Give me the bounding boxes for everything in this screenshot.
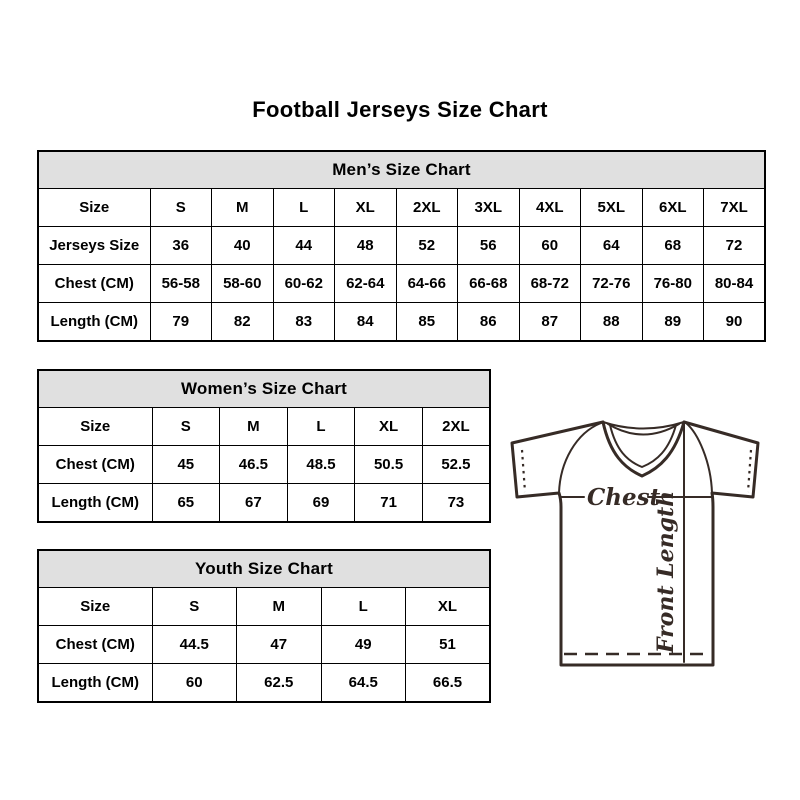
cell-value: 72-76 (581, 265, 643, 303)
cell-value: 82 (212, 303, 274, 342)
cell-value: 69 (287, 484, 355, 523)
cell-value: 66.5 (406, 664, 491, 703)
jersey-right-sleeve-seam (686, 423, 712, 493)
cell-value: 72 (704, 227, 766, 265)
cell-value: 6XL (642, 189, 704, 227)
jersey-left-sleeve-seam (559, 423, 601, 493)
cell-value: 56 (458, 227, 520, 265)
cell-value: 51 (406, 626, 491, 664)
cell-value: 40 (212, 227, 274, 265)
cell-value: XL (335, 189, 397, 227)
cell-value: XL (406, 588, 491, 626)
cell-value: 52.5 (422, 446, 490, 484)
cell-value: 65 (152, 484, 220, 523)
men-table-row (38, 189, 765, 227)
row-label: Length (CM) (38, 664, 152, 703)
cell-value: 76-80 (642, 265, 704, 303)
cell-value: 5XL (581, 189, 643, 227)
cell-value: 84 (335, 303, 397, 342)
page-title: Football Jerseys Size Chart (252, 97, 548, 122)
front-length-label: Front Length (653, 490, 679, 654)
cell-value: 44 (273, 227, 335, 265)
cell-value: 60-62 (273, 265, 335, 303)
cell-value: 64 (581, 227, 643, 265)
row-label: Chest (CM) (38, 265, 150, 303)
jersey-left-cuff-dotted-line (522, 450, 525, 492)
women-table-row (38, 484, 490, 523)
row-label: Size (38, 189, 150, 227)
row-label: Chest (CM) (38, 446, 152, 484)
cell-value: 68-72 (519, 265, 581, 303)
cell-value: 58-60 (212, 265, 274, 303)
cell-value: 66-68 (458, 265, 520, 303)
cell-value: 48.5 (287, 446, 355, 484)
cell-value: 2XL (422, 408, 490, 446)
row-label: Length (CM) (38, 484, 152, 523)
cell-value: 85 (396, 303, 458, 342)
cell-value: M (220, 408, 288, 446)
youth-table-row (38, 626, 490, 664)
jersey-right-cuff-dotted-line (748, 450, 751, 492)
womens-size-chart-table (37, 369, 491, 523)
chest-label: Chest (587, 484, 661, 511)
men-table-row (38, 265, 765, 303)
cell-value: XL (355, 408, 423, 446)
cell-value: 52 (396, 227, 458, 265)
cell-value: M (212, 189, 274, 227)
cell-value: 7XL (704, 189, 766, 227)
cell-value: 3XL (458, 189, 520, 227)
cell-value: 62.5 (237, 664, 322, 703)
cell-value: 90 (704, 303, 766, 342)
row-label: Chest (CM) (38, 626, 152, 664)
jersey-vneck-outer (603, 422, 684, 476)
cell-value: 56-58 (150, 265, 212, 303)
cell-value: 73 (422, 484, 490, 523)
mens-size-chart-table (37, 150, 766, 342)
cell-value: 79 (150, 303, 212, 342)
youth-table-title: Youth Size Chart (38, 550, 490, 588)
cell-value: 86 (458, 303, 520, 342)
cell-value: 80-84 (704, 265, 766, 303)
jersey-outline (512, 422, 758, 665)
cell-value: L (321, 588, 406, 626)
row-label: Size (38, 588, 152, 626)
cell-value: L (287, 408, 355, 446)
cell-value: 48 (335, 227, 397, 265)
cell-value: 47 (237, 626, 322, 664)
men-table-title: Men’s Size Chart (38, 151, 765, 189)
cell-value: 49 (321, 626, 406, 664)
cell-value: 2XL (396, 189, 458, 227)
men-table-row (38, 227, 765, 265)
youth-table-row (38, 664, 490, 703)
cell-value: 83 (273, 303, 335, 342)
cell-value: 4XL (519, 189, 581, 227)
cell-value: 36 (150, 227, 212, 265)
men-table-row (38, 303, 765, 342)
cell-value: 88 (581, 303, 643, 342)
cell-value: S (152, 588, 237, 626)
row-label: Size (38, 408, 152, 446)
cell-value: 60 (152, 664, 237, 703)
cell-value: S (150, 189, 212, 227)
jersey-measurement-diagram (500, 412, 776, 674)
cell-value: 60 (519, 227, 581, 265)
row-label: Length (CM) (38, 303, 150, 342)
cell-value: 68 (642, 227, 704, 265)
cell-value: 50.5 (355, 446, 423, 484)
youth-size-chart-table (37, 549, 491, 703)
cell-value: 87 (519, 303, 581, 342)
cell-value: L (273, 189, 335, 227)
cell-value: 46.5 (220, 446, 288, 484)
women-table-row (38, 408, 490, 446)
youth-table-row (38, 588, 490, 626)
cell-value: 89 (642, 303, 704, 342)
cell-value: M (237, 588, 322, 626)
row-label: Jerseys Size (38, 227, 150, 265)
cell-value: 45 (152, 446, 220, 484)
cell-value: S (152, 408, 220, 446)
cell-value: 64-66 (396, 265, 458, 303)
cell-value: 71 (355, 484, 423, 523)
women-table-row (38, 446, 490, 484)
cell-value: 67 (220, 484, 288, 523)
cell-value: 62-64 (335, 265, 397, 303)
cell-value: 64.5 (321, 664, 406, 703)
cell-value: 44.5 (152, 626, 237, 664)
women-table-title: Women’s Size Chart (38, 370, 490, 408)
